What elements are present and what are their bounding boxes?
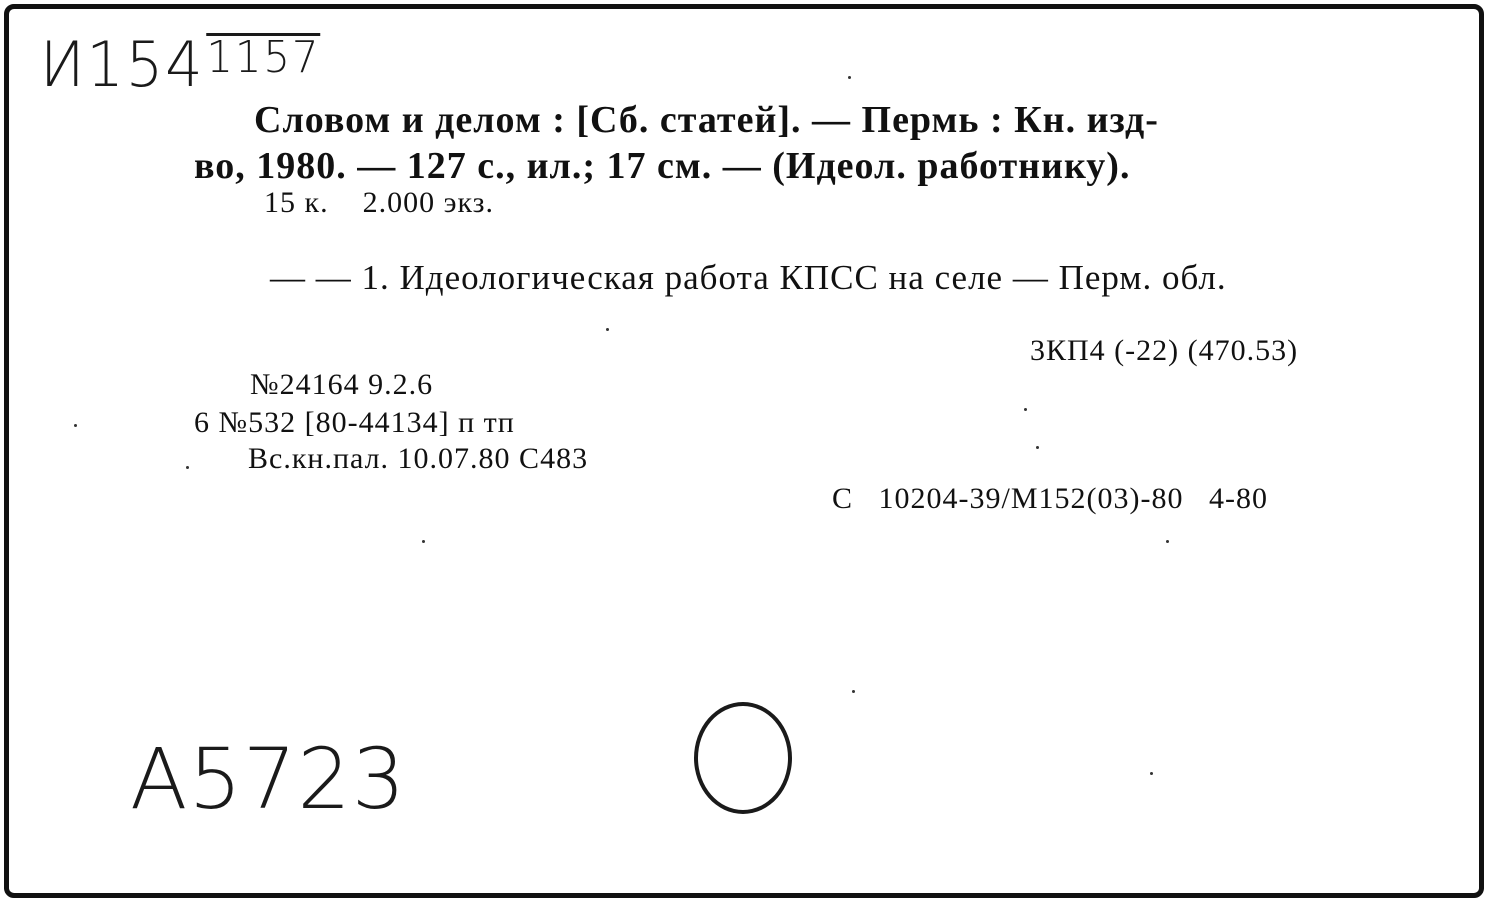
title-line-1: Словом и делом : [Сб. статей]. — Пермь : Кн. изд- — [254, 99, 1159, 141]
shelf-number-main: И154 — [40, 28, 205, 101]
record-line-2: 6 №532 [80-44134] п тп — [194, 406, 515, 439]
speck — [1036, 446, 1039, 449]
speck — [422, 540, 425, 543]
record-number: №24164 9.2.6 — [250, 368, 434, 401]
speck — [1150, 772, 1153, 775]
publisher-code: С 10204-39/М152(03)-80 4-80 — [832, 482, 1268, 515]
subject-line: — — 1. Идеологическая работа КПСС на селе — Перм. обл. — [270, 258, 1227, 297]
handwritten-inventory-number: А5723 — [130, 730, 407, 828]
speck — [74, 424, 77, 427]
speck — [186, 466, 189, 469]
speck — [852, 690, 855, 693]
shelf-number-sup: 1157 — [206, 32, 321, 83]
speck — [606, 328, 609, 331]
classification-code: 3КП4 (-22) (470.53) — [1030, 334, 1299, 367]
handwritten-shelf-number — [40, 28, 320, 101]
record-line-3: Вс.кн.пал. 10.07.80 С483 — [248, 442, 589, 475]
speck — [848, 76, 851, 79]
speck — [1166, 540, 1169, 543]
price-line: 15 к. 2.000 экз. — [264, 186, 494, 219]
circle-mark — [694, 702, 792, 814]
speck — [1024, 408, 1027, 411]
title-line-2: во, 1980. — 127 с., ил.; 17 см. — (Идеол. работнику). — [194, 145, 1131, 187]
